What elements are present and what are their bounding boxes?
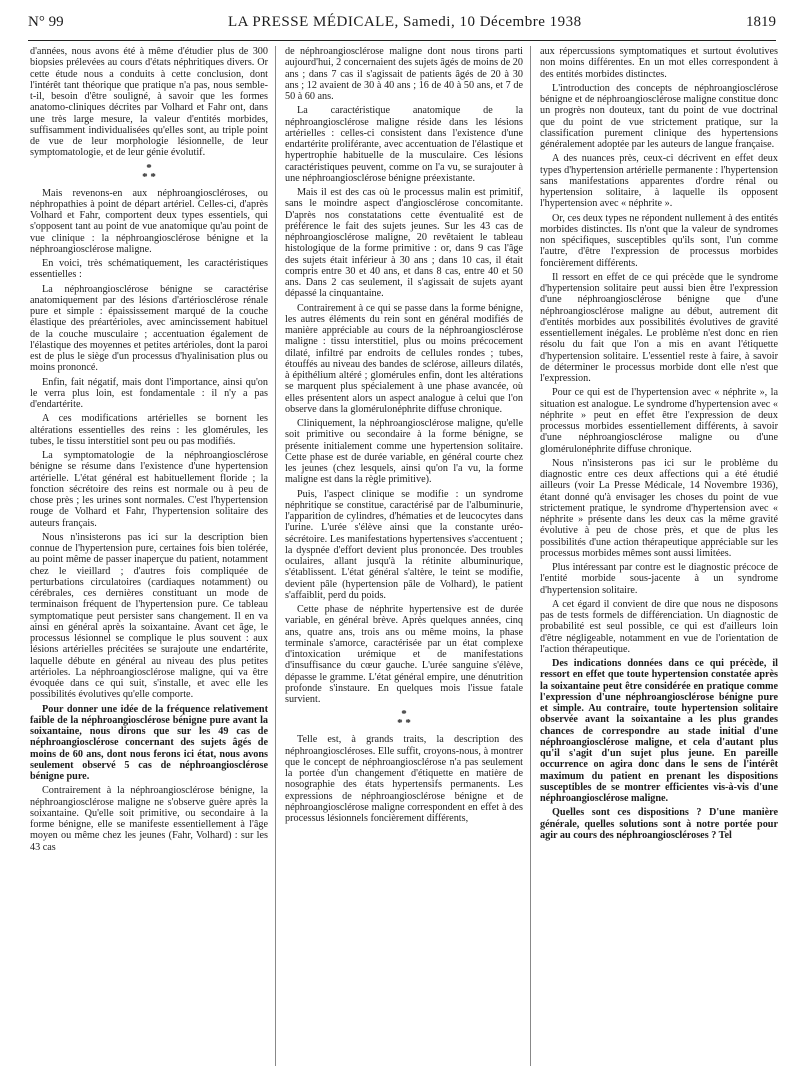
paragraph: Mais revenons-en aux néphroangioscléroses, ou néphropathies à point de départ artériel. Celles-ci, d'après Volhard et Fahr, comportent deux types essentiels, qui s'opposent tant au point de vue anatomique qu'au point de vue clinique : la néphroangiosclérose bénigne et la néphroangiosclérose maligne. bbox=[30, 187, 268, 255]
paragraph: Quelles sont ces dispositions ? D'une manière générale, quelles solutions sont à notre portée pour agir au cours des néphroangioscléroses ? Tel bbox=[540, 807, 778, 841]
paragraph: Or, ces deux types ne répondent nullement à des entités morbides distinctes. Ils n'ont que la valeur de syndromes non spécifiques, susceptibles qu'ils sont, l'un comme l'autre, d'être l'expression de processus morbides foncièrement différents. bbox=[540, 212, 778, 269]
paragraph: d'années, nous avons été à même d'étudier plus de 300 biopsies prélevées au cours d'états néphritiques divers. Or cette étude nous a conduits à cette conclusion, dont l'intérêt tant théorique que pratique n'a pas, nous semble-t-il, besoin d'être souligné, à savoir que les formes anatomo-cliniques décrites par Volhard et Fahr ont, dans une très large mesure, la valeur d'entités morbides, suffisamment individualisées qu'elles sont, au triple point de vue de leur morphologie lésionnelle, de leur symptomatologie, et de leur génie évolutif. bbox=[30, 46, 268, 159]
column-1 bbox=[30, 46, 268, 1074]
column-3 bbox=[540, 46, 778, 1074]
issue-number: N° 99 bbox=[28, 14, 64, 30]
paragraph: Cette phase de néphrite hypertensive est de durée variable, en général brève. Après quelques années, cinq ans, quatre ans, trois ans ou même moins, la phase terminale s'amorce, caractérisée par un état complexe d'intoxication urémique et de manifestations d'insuffisance du cœur gauche. L'urée sanguine s'élève, dépasse le gramme. L'état général empire, une dénutrition profonde s'instaure. En quelques mois l'issue fatale survient. bbox=[285, 604, 523, 705]
paragraph: de néphroangiosclérose maligne dont nous tirons parti aujourd'hui, 2 concernaient des sujets âgés de moins de 20 ans ; dans 7 cas il s'agissait de patients âgés de 20 à 30 ans ; 12 avaient de 30 à 40 ans ; 16 de 40 à 50 ans, et 7 de 50 à 60 ans. bbox=[285, 46, 523, 102]
paragraph: Cliniquement, la néphroangiosclérose maligne, qu'elle soit primitive ou secondaire à la forme bénigne, se présente initialement comme une hypertension solitaire. Cette phase est de durée variable, en général courte chez les jeunes (chez lesquels, ainsi qu'on l'a vu, la forme maligne est dans la règle primitive). bbox=[285, 418, 523, 486]
paragraph: Enfin, fait négatif, mais dont l'importance, ainsi qu'on le verra plus loin, est fondamentale : il n'y a pas d'endartérite. bbox=[30, 376, 268, 410]
paragraph: La caractéristique anatomique de la néphroangiosclérose maligne réside dans les lésions artérielles : celles-ci consistent dans l'existence d'une endartérite proliférante, avec accentuation de l'élastique et hypertrophie habituelle de la musculaire. Ces lésions caractéristiques peuvent, comme on l'a vu, se surajouter à une néphroangiosclérose bénigne préexistante. bbox=[285, 105, 523, 184]
paragraph: Telle est, à grands traits, la description des néphroangioscléroses. Elle suffit, croyons-nous, à montrer que le concept de néphroangiosclérose n'a pas seulement la portée d'un changement d'étiquette en matière de nosographie des états hypertensifs permanents. Les expressions de néphroangiosclérose bénigne et de néphroangiosclérose maligne correspondent en effet à des processus lésionnels foncièrement différents, bbox=[285, 734, 523, 824]
paragraph: La néphroangiosclérose bénigne se caractérise anatomiquement par des lésions d'artériosclérose rénale pure et simple : épaississement marqué de la couche élastique des préartérioles, avec amincissement habituel de la couche musculaire ; accentuation également de l'élastique des moyennes et petites artérioles, dont la paroi est de plus le siège d'un processus d'hyalinisation plus ou moins prononcé. bbox=[30, 283, 268, 374]
paragraph: Des indications données dans ce qui précède, il ressort en effet que toute hypertension constatée après la soixantaine peut être considérée en pratique comme l'expression d'une néphroangiosclérose bénigne pure et simple. Au contraire, toute hypertension solitaire observée avant la soixantaine a les plus grandes chances de correspondre au stade initial d'une néphroangiosclérose maligne, et cela d'autant plus qu'il s'agit d'un sujet plus jeune. En pareille occurrence on agira donc dans le sens de l'intérêt maximum du patient en prenant les dispositions susceptibles de se montrer efficientes vis-à-vis d'une néphroangiosclérose maligne. bbox=[540, 658, 778, 804]
paragraph: En voici, très schématiquement, les caractéristiques essentielles : bbox=[30, 258, 268, 281]
paragraph: A des nuances près, ceux-ci décrivent en effet deux types d'hypertension artérielle permanente : l'hypertension sans manifestations apparentes d'ordre rénal ou hypertension solitaire, à laquelle ils opposent l'hypertension avec « néphrite ». bbox=[540, 153, 778, 210]
paragraph: aux répercussions symptomatiques et surtout évolutives non moins différentes. En un mot elles correspondent à des entités morbides distinctes. bbox=[540, 46, 778, 80]
paragraph: Mais il est des cas où le processus malin est primitif, sans le moindre aspect d'angiosclérose concomitante. D'après nos constatations cette éventualité est de préférence le fait des sujets jeunes. Sur les 43 cas de néphroangiosclérose maligne, 20 revêtaient le tableau histologique de la forme primitive : or, dans 9 cas l'âge des sujets était inférieur à 30 ans ; dans 10 cas, il était compris entre 30 et 40 ans, et dans 8 cas, entre 40 et 50 ans. Dans 2 cas seulement, il s'agissait de sujets ayant dépassé la cinquantaine. bbox=[285, 187, 523, 300]
paragraph: Il ressort en effet de ce qui précède que le syndrome d'hypertension solitaire peut aussi bien être l'expression d'une néphroangiosclérose bénigne que d'une néphroangiosclérose maligne au début, autrement dit d'entités morbides aux possibilités évolutives de gravité essentiellement inégales. Le problème n'est donc en rien résolu du fait que l'on a mis en avant l'étiquette d'hypertension solitaire. L'essentiel reste à faire, à savoir de déterminer le processus morbide dont elle n'est que l'expression. bbox=[540, 271, 778, 384]
journal-title: LA PRESSE MÉDICALE, Samedi, 10 Décembre 1938 bbox=[227, 14, 582, 30]
page-header bbox=[28, 14, 776, 40]
article-body bbox=[30, 46, 778, 1074]
section-separator: * * * bbox=[397, 708, 411, 730]
paragraph: Nous n'insisterons pas ici sur le problème du diagnostic entre ces deux affections qui a été étudié ailleurs (voir La Presse Médicale, 14 Novembre 1936), étant donné qu'à envisager les choses du point de vue strictement pratique, le syndrome d'hypertension avec « néphrite » présente dans les deux cas la même gravité évolutive à peu de chose près, et que de plus les possibilités d'une action thérapeutique appréciable sur les processus morbides mêmes sont aussi limitées. bbox=[540, 457, 778, 559]
paragraph: Pour ce qui est de l'hypertension avec « néphrite », la situation est analogue. Le syndrome d'hypertension avec « néphrite » peut en effet être l'expression de deux processus morbides essentiellement différents, à savoir d'une néphroangiosclérose maligne ou d'une glomérulonéphrite diffuse chronique. bbox=[540, 387, 778, 455]
header-rule bbox=[28, 40, 776, 41]
paragraph: Puis, l'aspect clinique se modifie : un syndrome néphritique se constitue, caractérisé par de l'albuminurie, l'apparition de cylindres, d'hématies et de leucocytes dans l'urine. L'urée s'élève ainsi que la constante uréo-sécrétoire. Les manifestations hypertensives s'accentuent ; la dyspnée d'effort devient plus prononcée. Des troubles oculaires, allant jusqu'à la rétinite albuminurique, s'établissent. L'état général s'altère, le teint se modifie, devient pâle (hypertension pâle de Volhard), le patient s'affaiblit, perd du poids. bbox=[285, 488, 523, 601]
paragraph: A cet égard il convient de dire que nous ne disposons pas de tests formels de différenciation. Un diagnostic de probabilité est seul possible, ce qui est d'ailleurs loin d'être négligeable, notamment en vue de l'orientation de l'action thérapeutique. bbox=[540, 598, 778, 655]
paragraph: L'introduction des concepts de néphroangiosclérose bénigne et de néphroangiosclérose maligne constitue donc un progrès non douteux, tant du point de vue doctrinal que du point de vue strictement pratique, sur la classification purement clinique des hypertensions généralement adoptée par les auteurs de langue française. bbox=[540, 82, 778, 150]
paragraph: Contrairement à ce qui se passe dans la forme bénigne, les autres éléments du rein sont en général modifiés de manière appréciable au cours de la néphroangiosclérose maligne : tissu interstitiel, plus ou moins précocement dilaté, infiltré par endroits de cellules rondes ; tubes, étouffés au niveau des bandes de sclérose, ailleurs dilatés, à épithélium altéré ; glomérules enfin, dont les altérations se marquent plus spécialement à une phase avancée, où elles présentent alors un aspect analogue à celui que l'on observe dans la glomérulonéphrite diffuse chronique. bbox=[285, 302, 523, 415]
paragraph: Pour donner une idée de la fréquence relativement faible de la néphroangiosclérose bénigne pure avant la soixantaine, nous dirons que sur les 49 cas de néphroangiosclérose concernant des sujets âgés de moins de 60 ans, dont nous ferons ici état, nous avons seulement observé 5 cas de néphroangiosclérose bénigne pure. bbox=[30, 703, 268, 782]
paragraph: Nous n'insisterons pas ici sur la description bien connue de l'hypertension pure, certaines fois bien tolérée, au point même de passer inaperçue du patient, notamment chez le vieillard ; d'autres fois compliquée de perturbations circulatoires (cardiaques notamment) ou cérébrales, ces dernières constituant un mode de terminaison fréquent de l'hypertension pure. Ce tableau symptomatique peut persister sans changement. Il en va ainsi en général après la soixantaine. Avant cet âge, le processus lésionnel se complique le plus souvent : aux lésions artérielles précitées se surajoute une endartérite, laquelle débute en général au niveau des plus petites artérioles. La néphroangiosclérose maligne, qui va être évoquée dans ce qui suit, s'installe, et avec elle les possibilités évolutives qu'elle comporte. bbox=[30, 531, 268, 701]
paragraph: Contrairement à la néphroangiosclérose bénigne, la néphroangiosclérose maligne ne s'observe guère après la soixantaine. Qu'elle soit primitive, ou secondaire à la forme bénigne, elle se manifeste essentiellement à l'âge moyen ou même chez les jeunes (Fahr, Volhard) : sur les 43 cas bbox=[30, 785, 268, 853]
paragraph: A ces modifications artérielles se bornent les altérations essentielles des reins : les glomérules, les tubes, le tissu interstitiel sont peu ou pas modifiés. bbox=[30, 413, 268, 447]
paragraph: Plus intéressant par contre est le diagnostic précoce de l'entité morbide sous-jacente à un syndrome d'hypertension solitaire. bbox=[540, 562, 778, 596]
paragraph: La symptomatologie de la néphroangiosclérose bénigne se résume dans l'existence d'une hypertension artérielle. L'état général est habituellement floride ; la fonction sécrétoire des reins est normale ou à peu de chose près ; les urines sont normales. C'est l'hypertension rouge de Volhard et Fahr, l'hypertension solitaire des auteurs français. bbox=[30, 450, 268, 529]
section-separator: * * * bbox=[142, 161, 156, 183]
column-2 bbox=[285, 46, 523, 1074]
page-number: 1819 bbox=[745, 14, 776, 30]
